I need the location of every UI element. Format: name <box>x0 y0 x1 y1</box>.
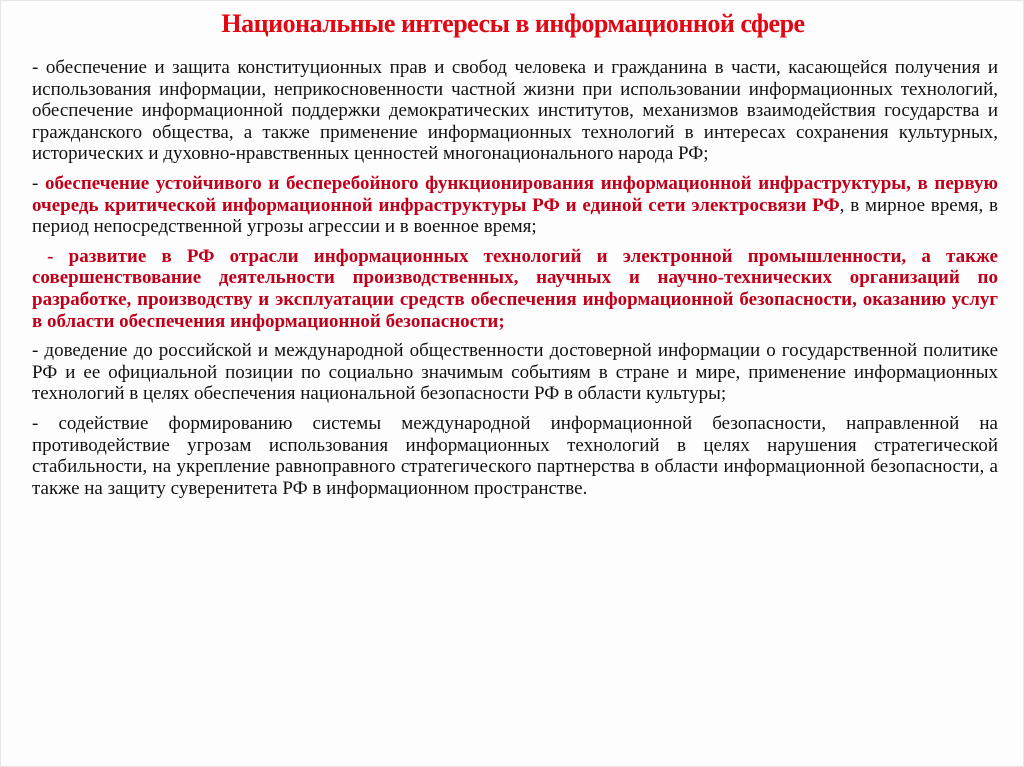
slide-title: Национальные интересы в информационной сфере <box>221 9 805 38</box>
emphasis-text: обеспечение устойчивого и бесперебойного функционирования информационной инфраструктуры, в первую очередь критической информационной инфраструктуры РФ и единой сети электросвязи РФ <box>32 172 999 216</box>
paragraph-constitutional-rights: - обеспечение и защита конституционных прав и свобод человека и гражданина в части, касающейся получения и использования информации, неприкосновенности частной жизни при использовании информационных технологий, обеспечение информационной поддержки демократических институтов, механизмов взаимодействия государства и гражданского общества, а также применение информационных технологий в интересах сохранения культурных, исторических и духовно-нравственных ценностей многонационального народа РФ; <box>32 57 998 165</box>
paragraph-dash: - <box>32 172 45 194</box>
paragraph-it-industry: - развитие в РФ отрасли информационных технологий и электронной промышленности, а также совершенствование деятельности производственных, научных и научно-технических организаций по разработке, производству и эксплуатации средств обеспечения информационной безопасности, оказанию услуг в области обеспечения информационной безопасности; <box>32 245 1003 332</box>
paragraph-text: , в мирное время, в период непосредственной угрозы агрессии и в военное время; <box>32 194 998 238</box>
slide-body <box>32 57 1003 507</box>
paragraph-public-information: - доведение до российской и международной общественности достоверной информации о государственной политике РФ и ее официальной позиции по социально значимым событиям в стране и мире, применение информационных технологий в целях обеспечения национальной безопасности РФ в области культуры; <box>32 340 998 405</box>
paragraph-international-security: - содействие формированию системы международной информационной безопасности, направленной на противодействие угрозам использования информационных технологий в целях нарушения стратегической стабильности, на укрепление равноправного стратегического партнерства в области информационной безопасности, а также на защиту суверенитета РФ в информационном пространстве. <box>32 412 998 499</box>
paragraph-infrastructure <box>32 173 998 238</box>
